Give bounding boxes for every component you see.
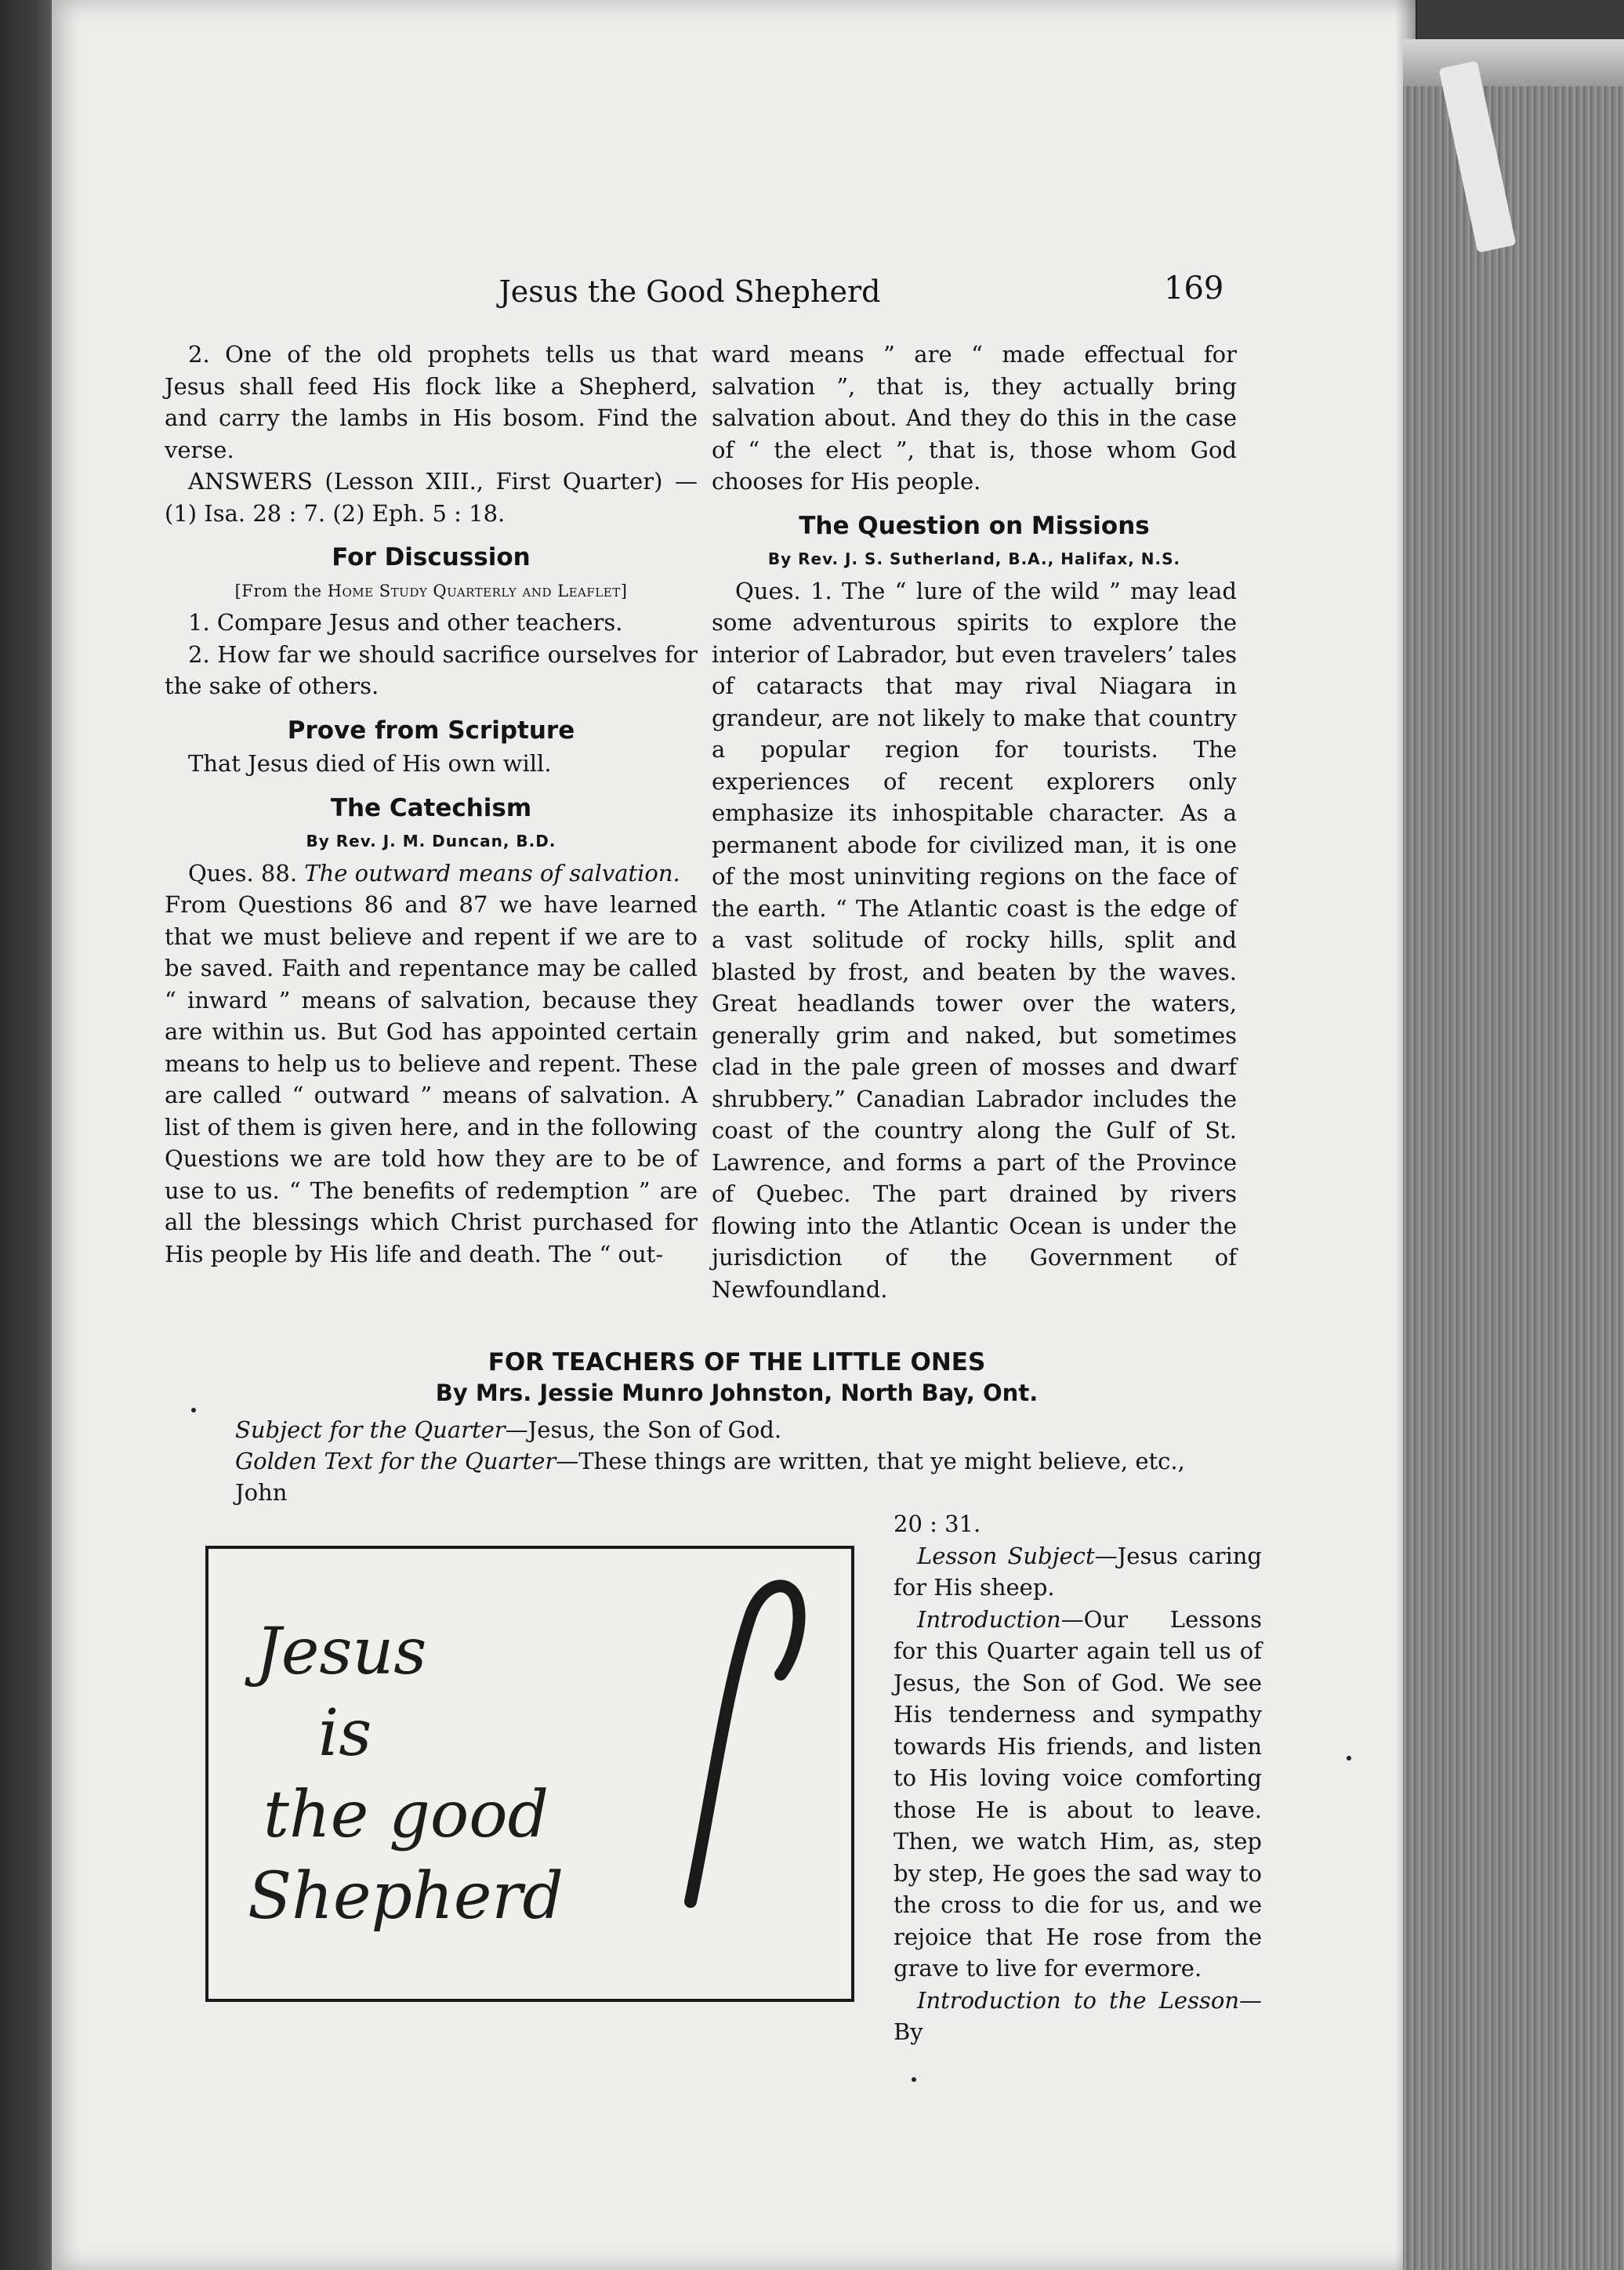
catechism-heading: The Catechism <box>330 793 532 822</box>
running-head-title: Jesus the Good Shepherd <box>498 274 881 309</box>
catechism-continuation: ward means ” are “ made effectual for salvation ”, that is, they actually bring salvation about. And they do this in the case of “ the elect ”, that is, those whom God chooses for His people. <box>712 341 1237 495</box>
answers: ANSWERS (Lesson XIII., First Quarter) —(1) Isa. 28 : 7. (2) Eph. 5 : 18. <box>165 468 698 527</box>
catechism-byline: By Rev. J. M. Duncan, B.D. <box>306 832 556 850</box>
discussion-source: [From the Home Study Quarterly and Leaflet] <box>234 581 628 600</box>
page-speck <box>912 2077 916 2082</box>
lesson-column <box>894 1508 1262 2048</box>
book-page-stack <box>1403 39 1624 2270</box>
left-column <box>165 339 698 1270</box>
blackboard-illustration <box>205 1546 854 2002</box>
missions-byline: By Rev. J. S. Sutherland, B.A., Halifax, N.S. <box>767 549 1181 568</box>
lesson-subject: Lesson Subject—Jesus caring for His sheep. <box>894 1542 1262 1601</box>
bookmark-tab <box>1439 60 1517 252</box>
right-column <box>712 339 1237 1305</box>
page-number: 169 <box>1164 270 1224 306</box>
discussion-item-1: 1. Compare Jesus and other teachers. <box>188 609 623 636</box>
prove-text: That Jesus died of His own will. <box>188 750 552 777</box>
prove-from-scripture-heading: Prove from Scripture <box>287 716 575 745</box>
little-ones-byline: By Mrs. Jessie Munro Johnston, North Bay, Ont. <box>435 1380 1039 1406</box>
catechism-question: Ques. 88. The outward means of salvation. <box>188 859 680 887</box>
for-discussion-heading: For Discussion <box>332 543 531 571</box>
golden-text: Golden Text for the Quarter—These things are written, that ye might believe, etc., John <box>235 1448 1185 1506</box>
catechism-body: From Questions 86 and 87 we have learned that we must believe and repent if we are to be saved. Faith and repentance may be called “ inward ” means of salvation, because they are within us. But God has appointed certain means to help us to believe and repent. These are called “ outward ” means of salvation. A list of them is given here, and in the following Questions we are told how they are to be of use to us. “ The benefits of redemption ” are all the blessings which Christ purchased for His people by His life and death. The “ out- <box>165 891 698 1267</box>
page-stack-top <box>1403 39 1624 86</box>
missions-body: Ques. 1. The “ lure of the wild ” may lead some adventurous spirits to explore the interior of Labrador, but even travelers’ tales of cataracts that may rival Niagara in grandeur, are not likely to make that country a popular region for tourists. The experiences of recent explorers only emphasize its inhospitable character. As a permanent abode for civilized man, it is one of the most uninviting regions on the face of the earth. “ The Atlantic coast is the edge of a vast solitude of rocky hills, split and blasted by frost, and beaten by the waves. Great headlands tower over the waters, generally grim and naked, but sometimes clad in the pale green of mosses and dwarf shrubbery.” Canadian Labrador includes the coast of the country along the Gulf of St. Lawrence, and forms a part of the Province of Quebec. The part drained by rivers flowing into the Atlantic Ocean is under the jurisdiction of the Government of Newfoundland. <box>712 577 1237 1303</box>
page-speck <box>191 1408 196 1412</box>
illustration-line-4: Shepherd <box>248 1859 564 1934</box>
introduction-to-lesson: Introduction to the Lesson—By <box>894 1986 1262 2045</box>
illustration-line-1: Jesus <box>256 1615 427 1689</box>
question-2: 2. One of the old prophets tells us that Jesus shall feed His flock like a Shepherd, and carry the lambs in His bosom. Find the verse. <box>165 341 698 463</box>
page-speck <box>1347 1756 1351 1761</box>
discussion-item-2: 2. How far we should sacrifice ourselves for the sake of others. <box>165 640 698 699</box>
illustration-line-3: the good <box>263 1778 549 1852</box>
missions-heading: The Question on Missions <box>799 511 1150 540</box>
subject-for-quarter: Subject for the Quarter—Jesus, the Son of God. <box>235 1416 782 1443</box>
lesson-introduction: Introduction—Our Lessons for this Quarter again tell us of Jesus, the Son of God. We see His tenderness and sympathy towards His friends, and listen to His loving voice comforting those He is about to leave. Then, we watch Him, as, step by step, He goes the sad way to the cross to die for us, and we rejoice that He rose from the grave to live for evermore. <box>894 1605 1262 1982</box>
shepherd-crook-icon <box>208 1549 851 1999</box>
golden-ref: 20 : 31. <box>894 1510 981 1537</box>
little-ones-heading: FOR TEACHERS OF THE LITTLE ONES <box>488 1348 986 1376</box>
little-ones-section <box>235 1348 1238 1508</box>
illustration-line-2: is <box>318 1696 372 1771</box>
